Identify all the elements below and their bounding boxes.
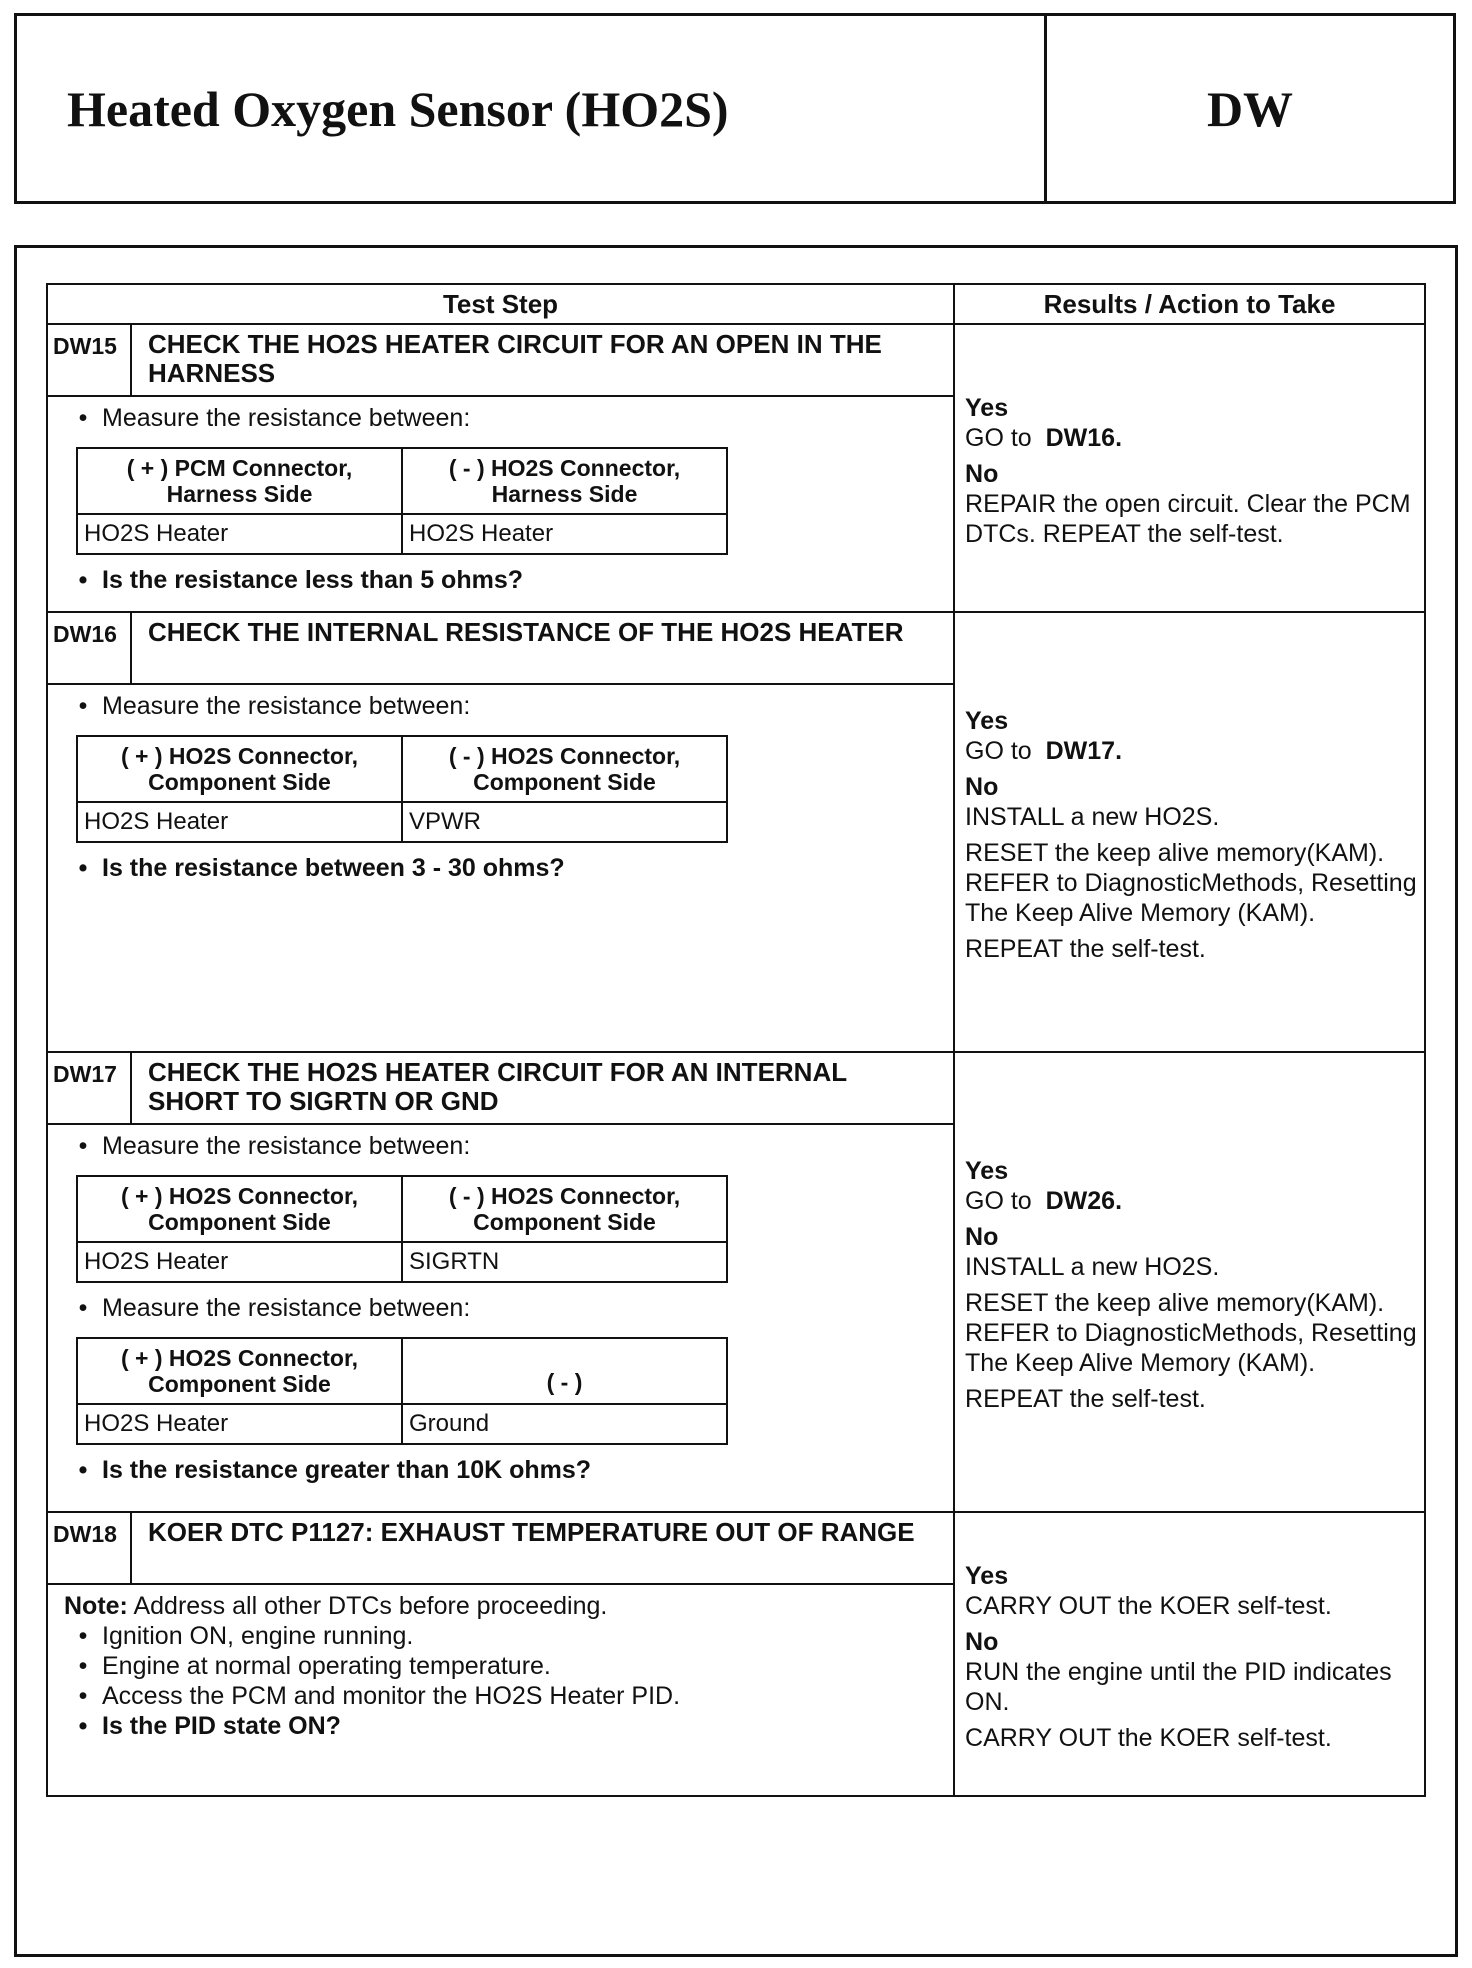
step-dw17-results	[954, 1052, 1425, 1512]
connector-table	[76, 1337, 728, 1445]
yes-action: GO to DW17.	[965, 737, 1123, 765]
no-action: RESET the keep alive memory(KAM).	[965, 1289, 1385, 1317]
no-action: INSTALL a new HO2S.	[965, 803, 1220, 831]
step-title: KOER DTC P1127: EXHAUST TEMPERATURE OUT OF RANGE	[131, 1512, 954, 1584]
no-action: INSTALL a new HO2S.	[965, 1253, 1220, 1281]
connector-plus-header: ( + ) HO2S Connector, Component Side	[77, 1338, 402, 1404]
step-title: CHECK THE INTERNAL RESISTANCE OF THE HO2S HEATER	[131, 612, 954, 684]
step-dw18-results	[954, 1512, 1425, 1796]
connector-minus-value: VPWR	[402, 802, 727, 842]
list-item: • Measure the resistance between:	[78, 692, 471, 720]
step-id: DW15	[47, 324, 131, 396]
yes-action: GO to DW26.	[965, 1187, 1123, 1215]
connector-table	[76, 735, 728, 843]
yes-label: Yes	[965, 707, 1009, 735]
diagnostic-table	[46, 283, 1426, 1797]
no-action: REFER to DiagnosticMethods, Resetting The Keep Alive Memory (KAM).	[965, 869, 1417, 927]
table-header-row	[47, 284, 1425, 324]
no-action: REFER to DiagnosticMethods, Resetting The Keep Alive Memory (KAM).	[965, 1319, 1417, 1377]
header-results: Results / Action to Take	[954, 284, 1425, 324]
step-dw18-title-row	[47, 1512, 1425, 1584]
step-question: • Is the PID state ON?	[78, 1712, 341, 1740]
step-id: DW17	[47, 1052, 131, 1124]
connector-minus-header: ( - )	[402, 1338, 727, 1404]
step-dw17-title-row	[47, 1052, 1425, 1124]
connector-table	[76, 1175, 728, 1283]
step-dw16-title-row	[47, 612, 1425, 684]
connector-plus-header: ( + ) HO2S Connector, Component Side	[77, 736, 402, 802]
step-question: • Is the resistance between 3 - 30 ohms?	[78, 854, 565, 882]
header-test-step: Test Step	[47, 284, 954, 324]
step-dw16-results	[954, 612, 1425, 1052]
no-action: REPEAT the self-test.	[965, 935, 1206, 963]
no-action: RESET the keep alive memory(KAM).	[965, 839, 1385, 867]
list-item: • Engine at normal operating temperature.	[78, 1652, 551, 1680]
yes-label: Yes	[965, 1157, 1009, 1185]
connector-plus-value: HO2S Heater	[77, 1404, 402, 1444]
no-label: No	[965, 773, 999, 801]
connector-minus-value: HO2S Heater	[402, 514, 727, 554]
connector-minus-header: ( - ) HO2S Connector, Harness Side	[402, 448, 727, 514]
no-action: REPEAT the self-test.	[965, 1385, 1206, 1413]
note: Note: Address all other DTCs before proceeding.	[64, 1592, 608, 1620]
connector-table	[76, 447, 728, 555]
connector-plus-value: HO2S Heater	[77, 1242, 402, 1282]
section-code: DW	[1206, 80, 1294, 137]
yes-action: CARRY OUT the KOER self-test.	[965, 1592, 1332, 1620]
yes-label: Yes	[965, 394, 1009, 422]
no-action: RUN the engine until the PID indicates ON.	[965, 1658, 1392, 1716]
connector-plus-header: ( + ) PCM Connector, Harness Side	[77, 448, 402, 514]
connector-plus-header: ( + ) HO2S Connector, Component Side	[77, 1176, 402, 1242]
connector-plus-value: HO2S Heater	[77, 514, 402, 554]
list-item: • Measure the resistance between:	[78, 404, 471, 432]
no-action: CARRY OUT the KOER self-test.	[965, 1724, 1332, 1752]
step-id: DW16	[47, 612, 131, 684]
step-dw15-title-row	[47, 324, 1425, 396]
step-id: DW18	[47, 1512, 131, 1584]
connector-minus-header: ( - ) HO2S Connector, Component Side	[402, 736, 727, 802]
step-question: • Is the resistance greater than 10K ohms?	[78, 1456, 592, 1484]
step-dw15-results	[954, 324, 1425, 612]
title-box	[14, 13, 1456, 204]
step-dw15-body	[47, 396, 954, 612]
step-title: CHECK THE HO2S HEATER CIRCUIT FOR AN OPEN IN THE HARNESS	[131, 324, 954, 396]
no-label: No	[965, 460, 999, 488]
page-title: Heated Oxygen Sensor (HO2S)	[17, 16, 1047, 201]
connector-minus-value: SIGRTN	[402, 1242, 727, 1282]
list-item: • Measure the resistance between:	[78, 1132, 471, 1160]
connector-minus-header: ( - ) HO2S Connector, Component Side	[402, 1176, 727, 1242]
step-title: CHECK THE HO2S HEATER CIRCUIT FOR AN INTERNAL SHORT TO SIGRTN OR GND	[131, 1052, 954, 1124]
step-dw17-body	[47, 1124, 954, 1512]
step-question: • Is the resistance less than 5 ohms?	[78, 566, 523, 594]
yes-label: Yes	[965, 1562, 1009, 1590]
no-label: No	[965, 1223, 999, 1251]
step-dw16-body	[47, 684, 954, 1052]
connector-minus-value: Ground	[402, 1404, 727, 1444]
connector-plus-value: HO2S Heater	[77, 802, 402, 842]
step-dw18-body	[47, 1584, 954, 1796]
yes-action: GO to DW16.	[965, 424, 1123, 452]
no-label: No	[965, 1628, 999, 1656]
list-item: • Ignition ON, engine running.	[78, 1622, 414, 1650]
no-action: REPAIR the open circuit. Clear the PCM DTCs. REPEAT the self-test.	[965, 490, 1411, 548]
list-item: • Measure the resistance between:	[78, 1294, 471, 1322]
list-item: • Access the PCM and monitor the HO2S Heater PID.	[78, 1682, 681, 1710]
